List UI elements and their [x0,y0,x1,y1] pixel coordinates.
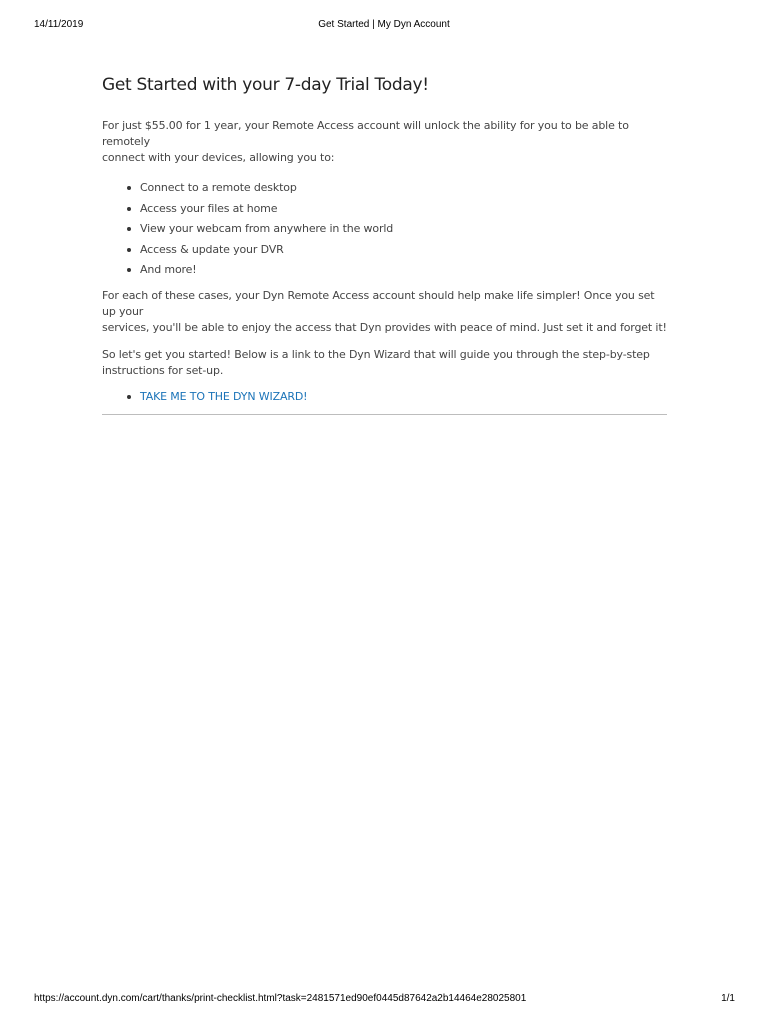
benefits-line-2: services, you'll be able to enjoy the access that Dyn provides with peace of mind. Just set it and forget it! [102,321,667,334]
feature-label: Access your files at home [140,201,278,215]
dyn-wizard-link[interactable]: TAKE ME TO THE DYN WIZARD! [140,390,308,403]
feature-label: Access & update your DVR [140,242,284,256]
list-item [102,180,667,196]
list-item [102,262,667,278]
page-title: Get Started with your 7-day Trial Today! [102,75,429,95]
wizard-intro-paragraph [102,347,667,379]
list-item [102,242,667,258]
bullet-icon [127,207,131,211]
print-page-title: Get Started | My Dyn Account [318,19,450,30]
intro-line-2: connect with your devices, allowing you to: [102,151,335,164]
list-item [102,389,667,405]
wizard-intro-line-1: So let's get you started! Below is a link to the Dyn Wizard that will guide you through the step-by-step [102,348,650,361]
print-date: 14/11/2019 [34,19,84,30]
divider [102,414,667,415]
main-content [102,72,667,415]
bullet-icon [127,395,131,399]
print-header [0,19,768,33]
feature-label: Connect to a remote desktop [140,181,297,194]
intro-line-1: For just $55.00 for 1 year, your Remote Access account will unlock the ability for you to be able to remotely [102,119,629,148]
bullet-icon [127,227,131,231]
print-footer [0,993,768,1007]
intro-paragraph [102,118,667,166]
benefits-paragraph [102,288,667,336]
feature-list [102,180,667,278]
list-item [102,201,667,217]
print-url: https://account.dyn.com/cart/thanks/print-checklist.html?task=2481571ed90ef0445d87642a2b14464e28025801 [34,993,527,1004]
bullet-icon [127,268,131,272]
feature-label: View your webcam from anywhere in the world [140,222,394,235]
bullet-icon [127,186,131,190]
bullet-icon [127,248,131,252]
page-number: 1/1 [721,993,735,1004]
list-item [102,221,667,237]
link-list [102,389,667,405]
benefits-line-1: For each of these cases, your Dyn Remote Access account should help make life simpler! Once you set up your [102,289,655,318]
feature-label: And more! [140,263,197,276]
wizard-intro-line-2: instructions for set-up. [102,364,224,377]
